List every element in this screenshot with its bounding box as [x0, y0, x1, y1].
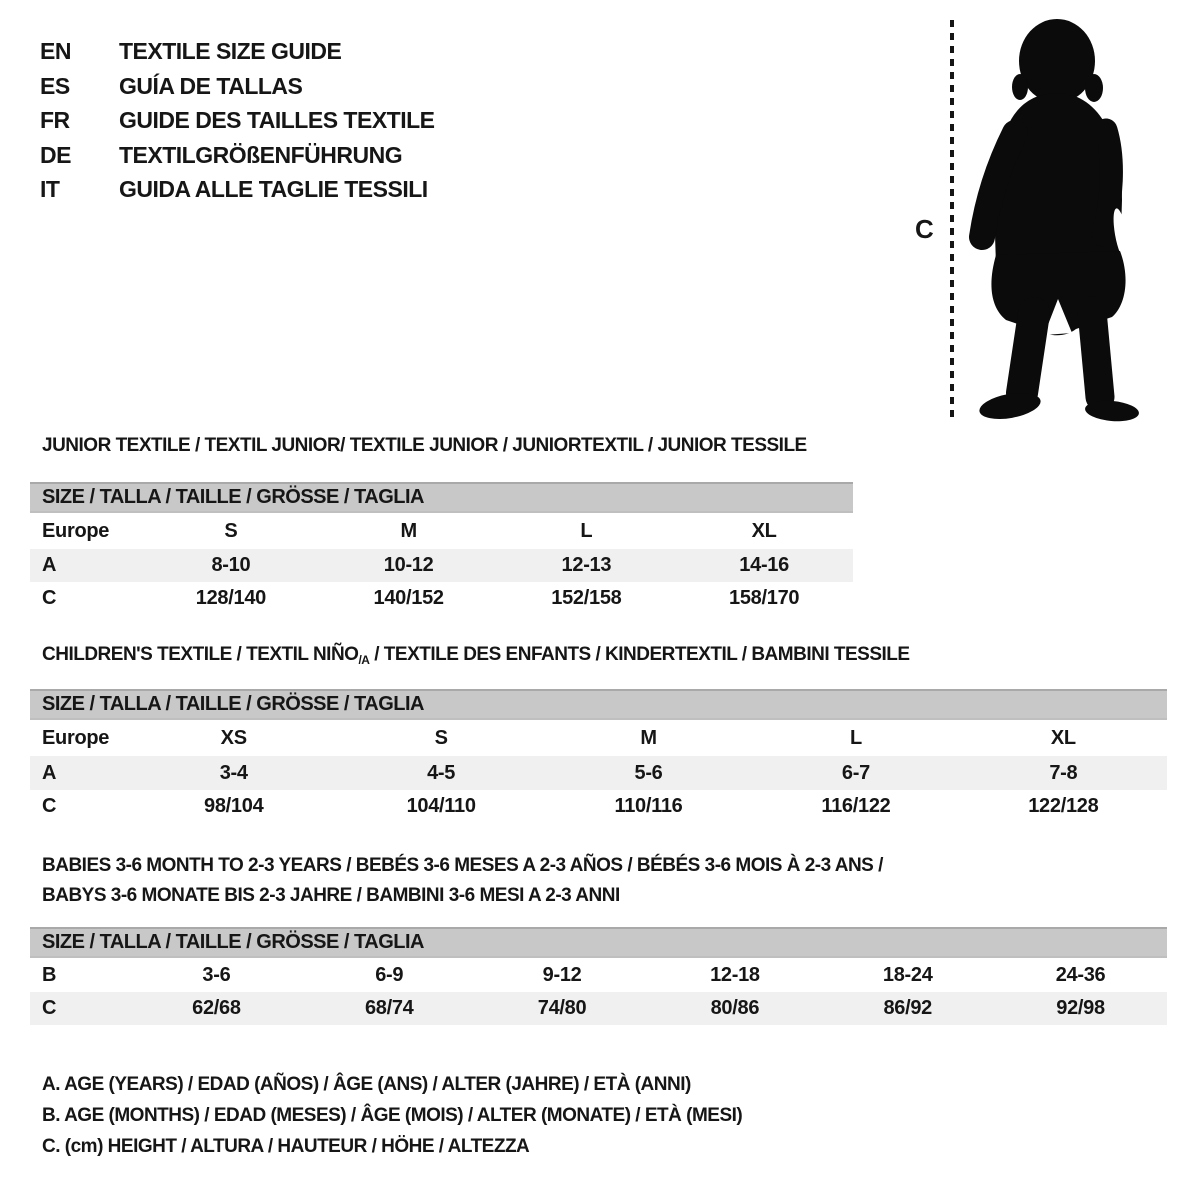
section-title-junior: JUNIOR TEXTILE / TEXTIL JUNIOR/ TEXTILE JUNIOR / JUNIORTEXTIL / JUNIOR TESSILE: [42, 435, 807, 456]
table-cell: 9-12: [542, 963, 582, 986]
table-row-a: [30, 549, 853, 582]
language-row: [40, 34, 435, 69]
table-cell: 62/68: [192, 997, 241, 1019]
row-label: C: [42, 587, 57, 609]
guide-title: GUÍA DE TALLAS: [119, 72, 303, 99]
section-title-children: [42, 644, 910, 667]
row-label: C: [42, 795, 57, 817]
language-row: [40, 103, 435, 138]
table-cell: 12-13: [561, 554, 612, 576]
table-row-c: [30, 582, 853, 615]
column-header: XS: [220, 726, 247, 749]
table-cell: 5-6: [634, 761, 663, 784]
table-row-a: [30, 756, 1167, 790]
table-cell: 12-18: [710, 963, 760, 986]
legend-item-c: C. (cm) HEIGHT / ALTURA / HAUTEUR / HÖHE / ALTEZZA: [42, 1136, 530, 1157]
language-code: DE: [40, 141, 71, 168]
legend-item-b: B. AGE (MONTHS) / EDAD (MESES) / ÂGE (MOIS) / ALTER (MONATE) / ETÀ (MESI): [42, 1105, 743, 1126]
size-header-bar: SIZE / TALLA / TAILLE / GRÖSSE / TAGLIA: [30, 927, 1167, 958]
language-row: [40, 138, 435, 173]
table-cell: 6-7: [841, 761, 870, 784]
table-row-europe: [30, 513, 853, 549]
table-cell: 8-10: [211, 554, 251, 576]
row-label: A: [42, 554, 57, 576]
section-title-babies: [42, 851, 883, 911]
language-row: [40, 69, 435, 104]
table-row-b: [30, 958, 1167, 992]
table-cell: 18-24: [882, 963, 933, 986]
babies-size-table: [30, 927, 1167, 1025]
language-title-list: [40, 34, 435, 207]
column-header: XL: [1050, 726, 1076, 749]
table-cell: 158/170: [729, 587, 800, 609]
row-label: Europe: [42, 726, 110, 749]
table-row-europe: [30, 720, 1167, 756]
table-cell: 104/110: [406, 795, 476, 817]
table-cell: 74/80: [537, 997, 587, 1019]
toddler-silhouette-icon: [905, 12, 1160, 424]
table-cell: 6-9: [375, 963, 404, 986]
column-header: L: [580, 519, 593, 542]
language-row: [40, 172, 435, 207]
table-cell: 68/74: [364, 997, 414, 1019]
table-cell: 140/152: [373, 587, 444, 609]
row-label: Europe: [42, 519, 110, 542]
table-cell: 110/116: [614, 795, 683, 817]
table-cell: 4-5: [427, 761, 456, 784]
language-code: EN: [40, 38, 71, 64]
column-header: M: [400, 519, 417, 542]
junior-size-table: [30, 482, 853, 615]
table-cell: 3-6: [202, 963, 231, 986]
column-header: S: [434, 726, 448, 749]
table-cell: 86/92: [883, 997, 932, 1019]
guide-title: GUIDE DES TAILLES TEXTILE: [119, 107, 435, 134]
babies-title-line2: BABYS 3-6 MONATE BIS 2-3 JAHRE / BAMBINI 3-6 MESI A 2-3 ANNI: [42, 885, 620, 906]
guide-title: TEXTILE SIZE GUIDE: [119, 38, 342, 64]
legend-item-a: A. AGE (YEARS) / EDAD (AÑOS) / ÂGE (ANS) / ALTER (JAHRE) / ETÀ (ANNI): [42, 1074, 691, 1095]
row-label: C: [42, 997, 57, 1019]
table-cell: 10-12: [383, 554, 434, 576]
guide-title: GUIDA ALLE TAGLIE TESSILI: [119, 176, 428, 203]
toddler-body: [977, 19, 1139, 423]
table-row-c: [30, 790, 1167, 823]
table-cell: 122/128: [1028, 795, 1099, 817]
table-cell: 116/122: [821, 795, 891, 817]
language-code: FR: [40, 107, 70, 134]
column-header: M: [640, 726, 657, 749]
children-size-table: [30, 689, 1167, 823]
table-cell: 14-16: [739, 554, 789, 576]
column-header: XL: [751, 519, 777, 542]
measurement-legend: [42, 1069, 742, 1162]
language-code: ES: [40, 72, 70, 99]
table-cell: 80/86: [710, 997, 760, 1019]
table-row-c: [30, 992, 1167, 1025]
height-measure-label: C: [915, 214, 934, 244]
column-header: S: [224, 519, 238, 542]
size-header-bar: SIZE / TALLA / TAILLE / GRÖSSE / TAGLIA: [30, 482, 853, 513]
table-cell: 152/158: [551, 587, 622, 609]
language-code: IT: [40, 176, 60, 203]
row-label: B: [42, 963, 57, 986]
babies-title-line1: BABIES 3-6 MONTH TO 2-3 YEARS / BEBÉS 3-6 MESES A 2-3 AÑOS / BÉBÉS 3-6 MOIS À 2-3 ANS /: [42, 855, 883, 876]
section-title-text: / TEXTILE DES ENFANTS / KINDERTEXTIL / BAMBINI TESSILE: [369, 644, 910, 665]
table-cell: 98/104: [204, 795, 264, 817]
table-cell: 92/98: [1056, 997, 1105, 1019]
row-label: A: [42, 761, 57, 784]
height-figure: [905, 12, 1160, 424]
section-title-text: CHILDREN'S TEXTILE / TEXTIL NIÑO: [42, 644, 359, 665]
guide-title: TEXTILGRÖßENFÜHRUNG: [119, 141, 403, 168]
section-title-subscript: /A: [358, 653, 370, 667]
table-cell: 7-8: [1049, 761, 1078, 784]
column-header: L: [849, 726, 862, 749]
table-cell: 3-4: [219, 761, 248, 784]
table-cell: 24-36: [1055, 963, 1106, 986]
table-cell: 128/140: [195, 587, 266, 609]
size-header-bar: SIZE / TALLA / TAILLE / GRÖSSE / TAGLIA: [30, 689, 1167, 720]
